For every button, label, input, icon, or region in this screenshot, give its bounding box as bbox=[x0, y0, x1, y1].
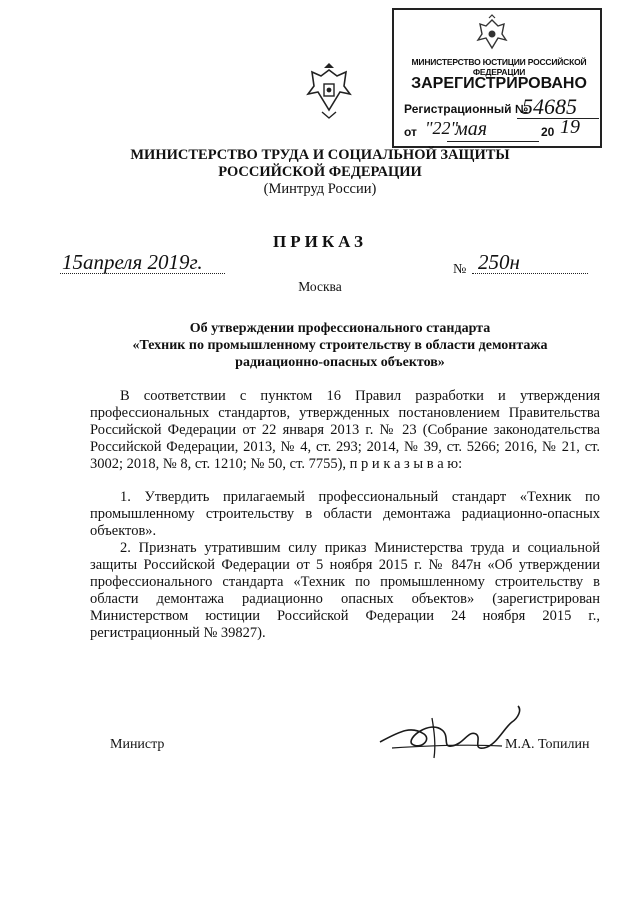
ministry-name-line1: МИНИСТЕРСТВО ТРУДА И СОЦИАЛЬНОЙ ЗАЩИТЫ bbox=[130, 147, 510, 163]
stamp-ministry: МИНИСТЕРСТВО ЮСТИЦИИ РОССИЙСКОЙ ФЕДЕРАЦИИ bbox=[411, 57, 587, 77]
stamp-date-year: 20 bbox=[541, 125, 555, 139]
stamp-emblem-icon bbox=[472, 14, 512, 54]
stamp-registered: ЗАРЕГИСТРИРОВАНО bbox=[411, 75, 587, 92]
order-date: 15апреля 2019г. bbox=[62, 250, 203, 274]
stamp-date-year-digit: 19 bbox=[560, 116, 580, 138]
order-item-1: 1. Утвердить прилагаемый профессиональный стандарт «Техник по промышленному строительству в области демонтажа радиационно-опасных объектов». bbox=[90, 489, 600, 539]
subject-line3: радиационно-опасных объектов» bbox=[235, 355, 445, 370]
order-number-underline bbox=[472, 273, 588, 274]
stamp-reg-number-underline bbox=[517, 118, 599, 119]
coat-of-arms-icon bbox=[300, 60, 358, 122]
order-number-label: № bbox=[453, 262, 467, 277]
minister-title: Министр bbox=[110, 737, 165, 752]
order-date-underline bbox=[60, 273, 225, 274]
stamp-date-month: мая bbox=[455, 118, 488, 140]
stamp-date-prefix: от bbox=[404, 125, 417, 139]
handwritten-signature bbox=[372, 700, 532, 770]
order-item-2: 2. Признать утратившим силу приказ Министерства труда и социальной защиты Российской Федерации от 5 ноября 2015 г. № 847н «Об утверждении профессионального стандарта «Техник по промышленному строительству в области демонтажа радиационно опасных объектов» (зарегистрирован Министерством юстиции Российской Федерации 24 ноября 2015 г., регистрационный № 39827). bbox=[90, 540, 600, 641]
stamp-date-underline bbox=[447, 141, 539, 142]
subject-line2: «Техник по промышленному строительству в области демонтажа bbox=[132, 338, 548, 353]
stamp-reg-number-label: Регистрационный № bbox=[404, 102, 529, 116]
ministry-name-line2: РОССИЙСКОЙ ФЕДЕРАЦИИ bbox=[218, 164, 422, 180]
order-subject bbox=[60, 320, 620, 371]
order-city: Москва bbox=[298, 279, 342, 294]
stamp-date-day: "22" bbox=[425, 118, 459, 138]
subject-line1: Об утверждении профессионального стандарта bbox=[189, 321, 491, 336]
stamp-reg-number-value: 54685 bbox=[522, 94, 577, 119]
order-title: ПРИКАЗ bbox=[273, 232, 367, 251]
intro-paragraph: В соответствии с пунктом 16 Правил разработки и утверждения профессиональных стандартов, утвержденных постановлением Правительства Российской Федерации от 22 января 2013 г. № 23 (Собрание законодательства Российской Федерации, 2013, № 4, ст. 293; 2014, № 39, ст. 5266; 2016, № 21, ст. 3002; 2018, № 8, ст. 1210; № 50, ст. 7755), п р и к а з ы в а ю: bbox=[90, 388, 600, 472]
order-number-value: 250н bbox=[478, 250, 520, 274]
minister-name: М.А. Топилин bbox=[505, 737, 590, 752]
ministry-short-name: (Минтруд России) bbox=[263, 181, 377, 197]
